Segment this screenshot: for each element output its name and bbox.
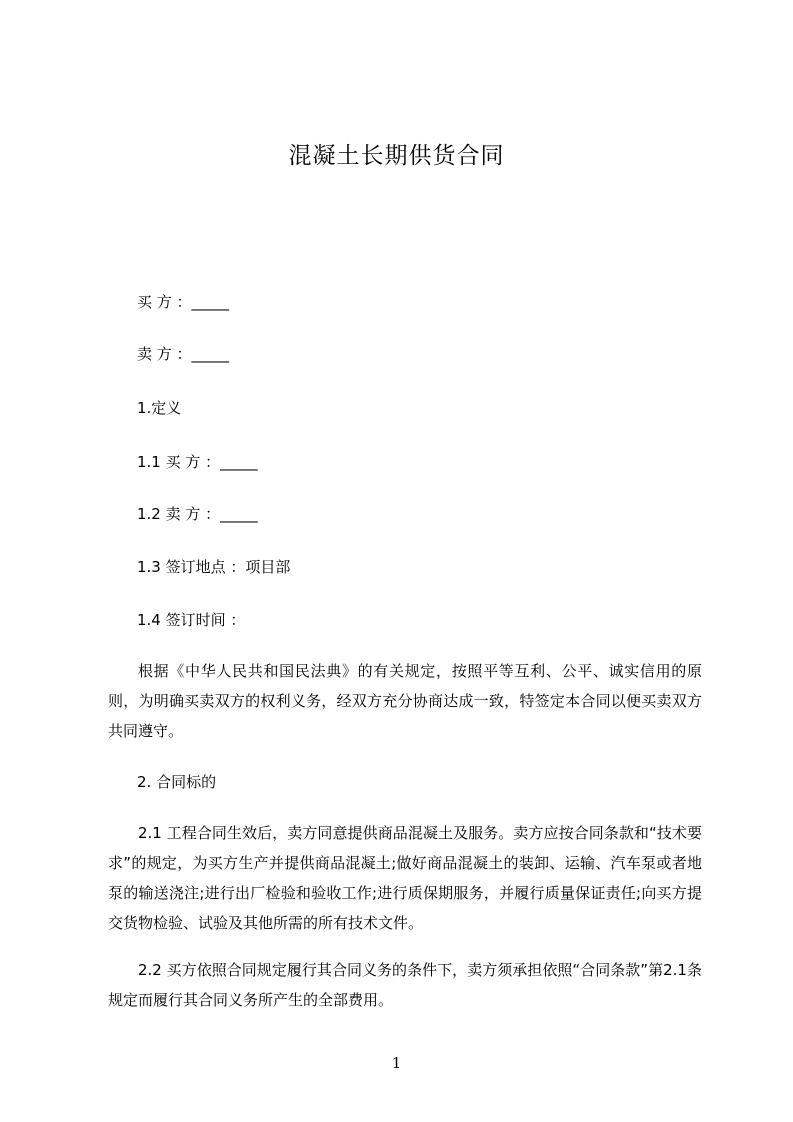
section-2-heading: 2. 合同标的 bbox=[137, 773, 217, 791]
definition-1-4: 1.4 签订时间 ： bbox=[137, 611, 246, 629]
clause-2-1-paragraph: 2.1 工程合同生效后，卖方同意提供商品混凝土及服务。卖方应按合同条款和“技术要求”的规定，为买方生产并提供商品混凝土;做好商品混凝土的装卸、运输、汽车泵或者地泵的输送浇注;进行出厂检验和验收工作;进行质保期服务，并履行质量保证责任;向买方提交货物检验、试验及其他所需的所有技术文件。 bbox=[108, 824, 702, 932]
definition-1-1: 1.1 买 方 ：_____ bbox=[137, 453, 258, 471]
seller-line: 卖 方 ：_____ bbox=[137, 345, 230, 363]
definition-1-2: 1.2 卖 方 ：_____ bbox=[137, 505, 258, 523]
clause-2-2-paragraph: 2.2 买方依照合同规定履行其合同义务的条件下，卖方须承担依照“合同条款”第2.1条规定而履行其合同义务所产生的全部费用。 bbox=[108, 961, 702, 1009]
document-title: 混凝土长期供货合同 bbox=[288, 143, 505, 169]
page-number: 1 bbox=[391, 1054, 402, 1072]
definition-1-3: 1.3 签订地点 ：项目部 bbox=[137, 558, 291, 576]
section-1-heading: 1.定义 bbox=[137, 399, 182, 417]
preamble-paragraph: 根据《中华人民共和国民法典》的有关规定，按照平等互利、公平、诚实信用的原则，为明确买卖双方的权利义务，经双方充分协商达成一致，特签定本合同以便买卖双方共同遵守。 bbox=[108, 662, 702, 740]
buyer-line: 买 方 ：_____ bbox=[137, 293, 230, 311]
